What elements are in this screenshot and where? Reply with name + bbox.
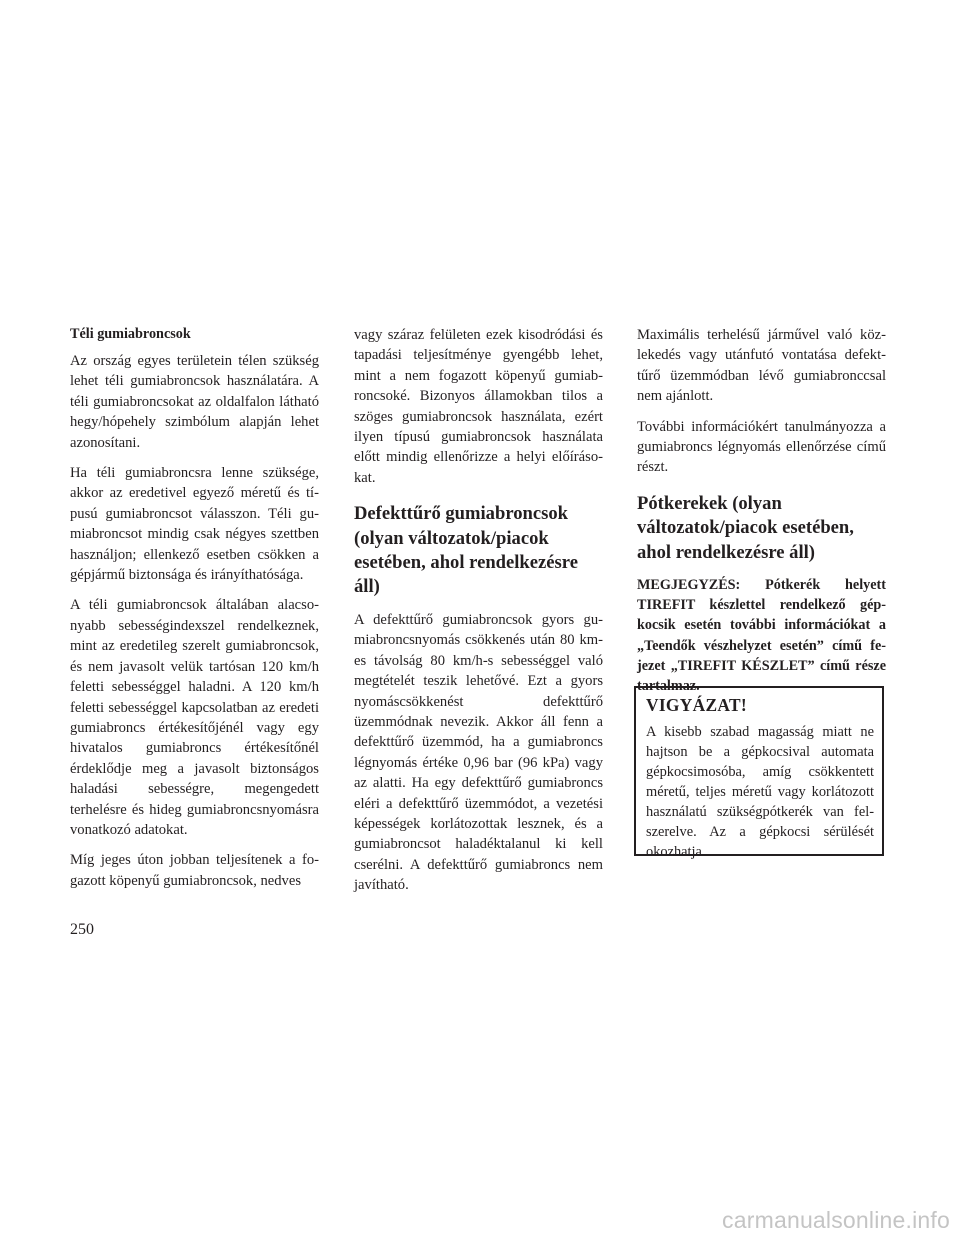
paragraph: Míg jeges úton jobban teljesítenek a fogazott köpenyű gumiabroncsok, nedves bbox=[70, 852, 319, 889]
warning-text: A kisebb szabad magasság miatt ne hajtson be a gépkocsival automata gépkocsimosóba, amíg csökkentett méretű, teljes méretű vagy korlátozott használatú szükségpótkerék van felszerelve. Az a gépkocsi sérülését okozhatja. bbox=[646, 724, 874, 860]
paragraph: További információkért tanulmányozza a gumiabroncs légnyomás ellenőrzése című részt. bbox=[637, 418, 886, 476]
page-number: 250 bbox=[70, 921, 94, 938]
note-text: MEGJEGYZÉS: Pótkerék helyett TIREFIT készlettel rendelkező gépkocsik esetén további információkat a „Teendők vészhelyzet esetén” című fejezet „TIREFIT KÉSZLET” című része tartalmaz. bbox=[637, 577, 886, 695]
paragraph: A defekttűrő gumiabroncsok gyors gumiabroncsnyomás csökkenés után 80 km-es távolság 80 km/h-s sebességgel való megtételét teszik lehetővé. Ezt a gyors nyomáscsökkenést defekttűrő üzemmódnak nevezik. Akkor áll fenn a defekttűrő üzemmód, ha a gumiabroncs légnyomás értéke 0,96 bar (96 kPa) vagy az alatti. Ha egy defekttűrő gumiabroncs eléri a defekttűrő üzemmódot, a vezetési képességek korlátozottak lesznek, és a gumiabroncsot haladéktalanul ki kell cserélni. A defekttűrő gumiabroncs nem javítható. bbox=[354, 611, 603, 894]
paragraph: Az ország egyes területein télen szükség lehet téli gumiabroncsok használatára. A téli gumiabroncsokat az oldalfalon látható hegy/hópehely szimbólum alapján lehet azonosítani. bbox=[70, 353, 319, 451]
paragraph: Ha téli gumiabroncsra lenne szüksége, akkor az eredetivel egyező méretű és típusú gumiabroncsot válasszon. Téli gumiabroncsot mindig csak négyes szettben használjon; ellenkező esetben csökken a gépjármű biztonsága és irányíthatósága. bbox=[70, 465, 319, 584]
paragraph: Maximális terhelésű járművel való közlekedés vagy utánfutó vontatása defekttűrő üzemmódban lévő gumiabronccsal nem ajánlott. bbox=[637, 327, 886, 405]
section-heading-spare-wheels: Pótkerekek (olyan változatok/piacok esetében, ahol rendelkezésre áll) bbox=[637, 492, 854, 563]
section-heading-run-flat-tires: Defekttűrő gumiabroncsok (olyan változatok/piacok esetében, ahol rendelkezésre áll) bbox=[354, 503, 578, 598]
column-3 bbox=[637, 325, 886, 706]
column-2 bbox=[354, 325, 603, 906]
warning-box bbox=[634, 686, 884, 860]
column-1 bbox=[70, 325, 319, 901]
section-heading-winter-tires: Téli gumiabroncsok bbox=[70, 326, 191, 342]
paragraph: A téli gumiabroncsok általában alacsonyabb sebességindexszel rendelkeznek, mint az eredetileg szerelt gumiabroncsok, és nem javasolt velük tartósan 120 km/h feletti sebességgel haladni. A 120 km/h feletti sebességgel kapcsolatban az eredeti gumiabroncs értékesítőjénél vagy egy hivatalos gumiabroncs értékesítőnél érdeklődje meg a javasolt biztonságos haladási sebességre, megengedett terhelésre és hideg gumiabroncsnyomásra vonatkozó adatokat. bbox=[70, 597, 319, 838]
paragraph-continuation: vagy száraz felületen ezek kisodródási és tapadási teljesítménye gyengébb lehet, mint a nem fogazott köpenyű gumiabroncsoké. Bizonyos államokban tilos a szöges gumiabroncsok használata, ezért ilyen típusú gumiabroncsok használata előtt mindig ellenőrizze a helyi előírásokat. bbox=[354, 327, 603, 486]
watermark: carmanualsonline.info bbox=[722, 1207, 950, 1233]
warning-title: VIGYÁZAT! bbox=[646, 695, 747, 715]
